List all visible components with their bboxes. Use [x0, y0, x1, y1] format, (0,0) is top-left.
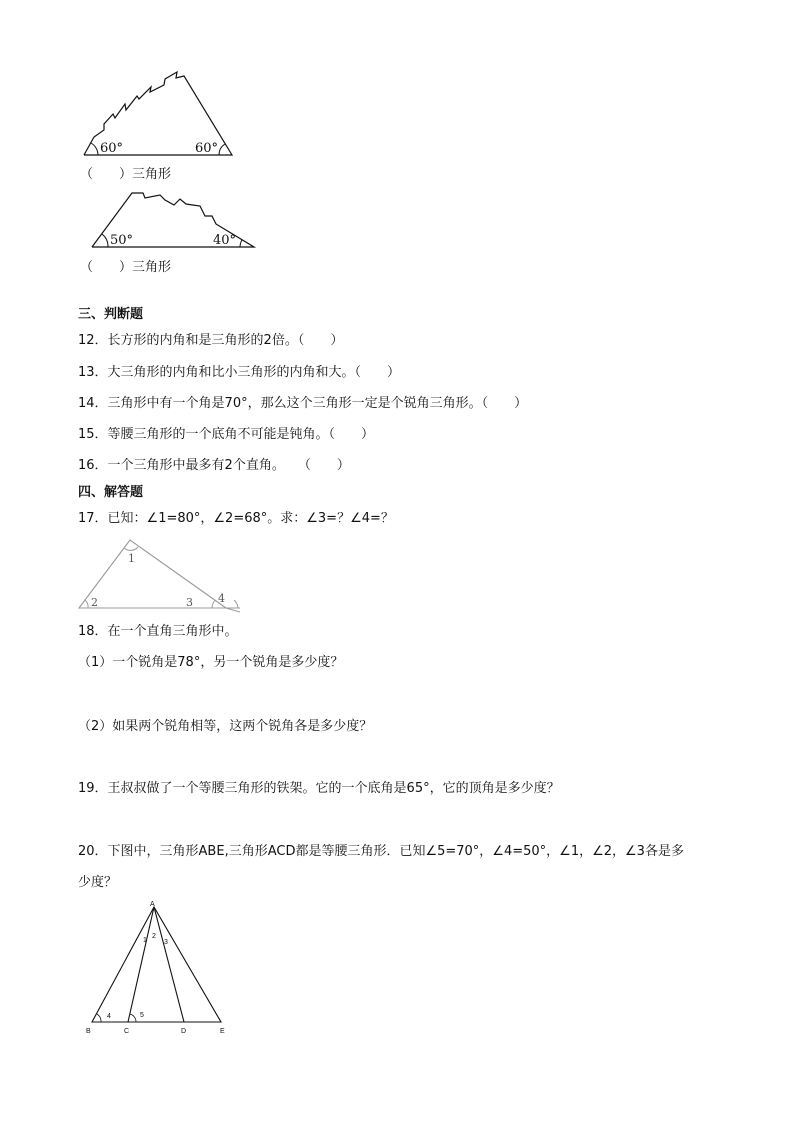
q17-label-2: 2 [91, 596, 98, 609]
q20-angle-4-arc [97, 1014, 101, 1022]
question-19: 19．王叔叔做了一个等腰三角形的铁架。它的一个底角是65°，它的顶角是多少度？ [78, 781, 560, 796]
triangle-1-left-arc [91, 143, 98, 155]
q20-angle-4: 4 [107, 1013, 111, 1020]
question-15: 15．等腰三角形的一个底角不可能是钝角。（ ） [78, 427, 375, 442]
q17-angle-4-arc [234, 600, 238, 608]
question-18-part-2: （2）如果两个锐角相等，这两个锐角各是多少度？ [78, 719, 373, 734]
q20-point-c: C [124, 1028, 130, 1035]
q20-line-ac [128, 907, 154, 1022]
question-17-figure [0, 530, 794, 620]
question-18-part-1: （1）一个锐角是78°，另一个锐角是多少度？ [78, 655, 344, 670]
question-12: 12．长方形的内角和是三角形的2倍。（ ） [78, 333, 344, 348]
question-14: 14．三角形中有一个角是70°，那么这个三角形一定是个锐角三角形。（ ） [78, 396, 528, 411]
question-18: 18．在一个直角三角形中。 [78, 624, 238, 639]
question-20-figure [0, 900, 794, 1040]
q17-angle-3-arc [212, 600, 215, 608]
q17-angle-2-arc [85, 600, 88, 608]
question-16: 16．一个三角形中最多有2个直角。 （ ） [78, 458, 350, 473]
q17-label-1: 1 [128, 552, 135, 565]
q20-angle-2: 2 [152, 933, 156, 940]
q17-triangle [79, 540, 226, 608]
question-20-line-2: 少度？ [78, 875, 118, 890]
q17-label-3: 3 [186, 596, 193, 609]
section-4-heading: 四、解答题 [78, 485, 144, 500]
triangle-2-right-arc [240, 240, 242, 247]
q20-line-ad [154, 907, 184, 1022]
triangle-1-blank: （ ）三角形 [80, 167, 172, 182]
triangle-figure-2 [0, 180, 794, 270]
triangle-1-left-angle: 60° [100, 141, 124, 156]
q20-triangle-abe [92, 907, 221, 1022]
q17-label-4: 4 [218, 592, 225, 605]
question-13: 13．大三角形的内角和比小三角形的内角和大。（ ） [78, 365, 401, 380]
q20-angle-1: 1 [143, 937, 147, 944]
q20-point-b: B [86, 1028, 91, 1035]
q20-point-e: E [220, 1028, 225, 1035]
triangle-1-right-angle: 60° [195, 141, 219, 156]
triangle-2-left-arc [102, 234, 108, 247]
q20-point-a: A [150, 901, 155, 908]
q20-angle-3: 3 [164, 939, 168, 946]
question-20-line-1: 20．下图中，三角形ABE,三角形ACD都是等腰三角形．已知∠5=70°，∠4=50°，∠1，∠2，∠3各是多 [78, 844, 684, 859]
triangle-2-blank: （ ）三角形 [80, 260, 172, 275]
triangle-2-left-angle: 50° [110, 233, 134, 248]
q17-angle-1-arc [124, 547, 138, 550]
q20-angle-5-arc [130, 1014, 136, 1022]
triangle-2-right-angle: 40° [213, 233, 237, 248]
triangle-1-right-arc [219, 144, 225, 155]
q17-extension-line [226, 608, 240, 612]
section-3-heading: 三、判断题 [78, 307, 144, 322]
q20-angle-5: 5 [140, 1012, 144, 1019]
q20-point-d: D [181, 1028, 187, 1035]
question-17: 17．已知：∠1=80°，∠2=68°。求：∠3=？∠4=？ [78, 511, 394, 526]
